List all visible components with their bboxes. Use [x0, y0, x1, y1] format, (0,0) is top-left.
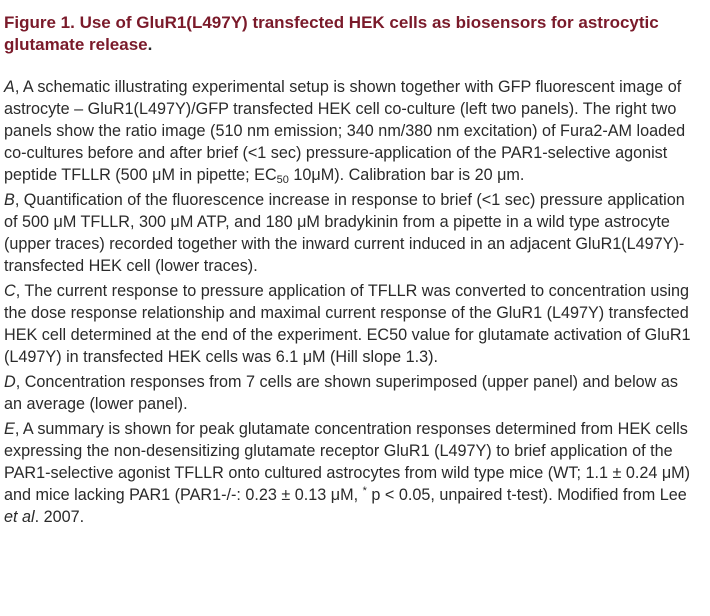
paragraph-d-text: , Concentration responses from 7 cells are shown superimposed (upper panel) and below as an average (lower panel).	[4, 373, 678, 413]
paragraph-a-text-2: 10μM). Calibration bar is 20 μm.	[288, 166, 525, 184]
paragraph-e	[4, 418, 698, 528]
panel-letter-a: A	[4, 78, 15, 96]
paragraph-e-text-2: p < 0.05, unpaired t-test). Modified from Lee	[366, 486, 687, 504]
et-al-text: et al	[4, 508, 35, 526]
figure-title-period: .	[147, 35, 153, 54]
panel-letter-b: B	[4, 191, 15, 209]
paragraph-b	[4, 189, 698, 277]
paragraph-e-text-1: , A summary is shown for peak glutamate concentration responses determined from HEK cells expressing the non-desensitizing glutamate receptor GluR1 (L497Y) to brief application of the PAR1-selective agonist TFLLR onto cultured astrocytes from wild type mice (WT; 1.1 ± 0.24 μM) and mice lacking PAR1 (PAR1-/-: 0.23 ± 0.13 μM,	[4, 420, 691, 504]
paragraph-a	[4, 76, 698, 186]
paragraph-a-subscript: 50	[276, 174, 289, 186]
panel-letter-c: C	[4, 282, 16, 300]
figure-title	[4, 12, 698, 56]
figure-title-text: Figure 1. Use of GluR1(L497Y) transfected HEK cells as biosensors for astrocytic glutamate release	[4, 13, 659, 54]
panel-letter-e: E	[4, 420, 15, 438]
paragraph-b-text: , Quantification of the fluorescence increase in response to brief (<1 sec) pressure application of 500 μM TFLLR, 300 μM ATP, and 180 μM bradykinin from a pipette in a wild type astrocyte (upper traces) recorded together with the inward current induced in an adjacent GluR1(L497Y)-transfected HEK cell (lower traces).	[4, 191, 685, 275]
paragraph-c	[4, 280, 698, 368]
significance-star: *	[362, 485, 367, 497]
paragraph-c-text: , The current response to pressure application of TFLLR was converted to concentration using the dose response relationship and maximal current response of the GluR1 (L497Y) transfected HEK cell determined at the end of the experiment. EC50 value for glutamate activation of GluR1 (L497Y) in transfected HEK cells was 6.1 μM (Hill slope 1.3).	[4, 282, 691, 366]
paragraph-d	[4, 371, 698, 415]
paragraph-e-text-3: . 2007.	[34, 508, 85, 526]
paragraph-a-text-1: , A schematic illustrating experimental setup is shown together with GFP fluorescent image of astrocyte – GluR1(L497Y)/GFP transfected HEK cell co-culture (left two panels). The right two panels show the ratio image (510 nm emission; 340 nm/380 nm excitation) of Fura2-AM loaded co-cultures before and after brief (<1 sec) pressure-application of the PAR1-selective agonist peptide TFLLR (500 μM in pipette; EC	[4, 78, 686, 184]
panel-letter-d: D	[4, 373, 16, 391]
